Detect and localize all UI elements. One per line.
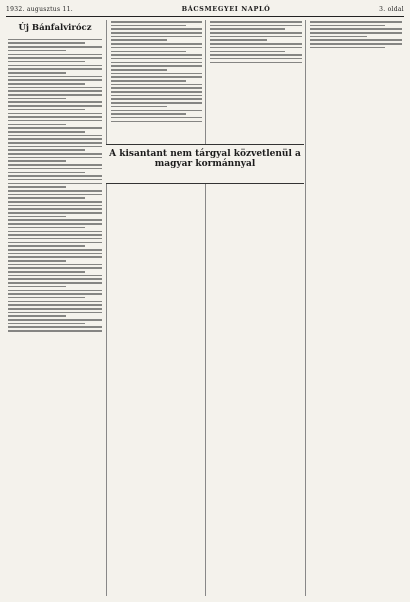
masthead (6, 4, 404, 17)
masthead-date: 1932. augusztus 11. (6, 5, 73, 13)
masthead-page: 3. oldal (379, 5, 404, 13)
article-body (208, 20, 304, 66)
columns (6, 20, 404, 596)
wide-headline-box (106, 144, 304, 184)
column-3 (205, 20, 304, 596)
masthead-title: BÁCSMEGYEI NAPLÓ (181, 5, 271, 13)
column-1 (6, 20, 104, 596)
article-headline: A kisantant nem tárgyal közvetlenül a magyar kormánnyal (109, 149, 301, 170)
column-2 (106, 20, 204, 596)
article-body (109, 20, 204, 125)
article-body (6, 38, 104, 335)
column-4 (305, 20, 404, 596)
article-body (308, 20, 404, 52)
article-headline: Új Bánfalvirócz (18, 23, 92, 33)
